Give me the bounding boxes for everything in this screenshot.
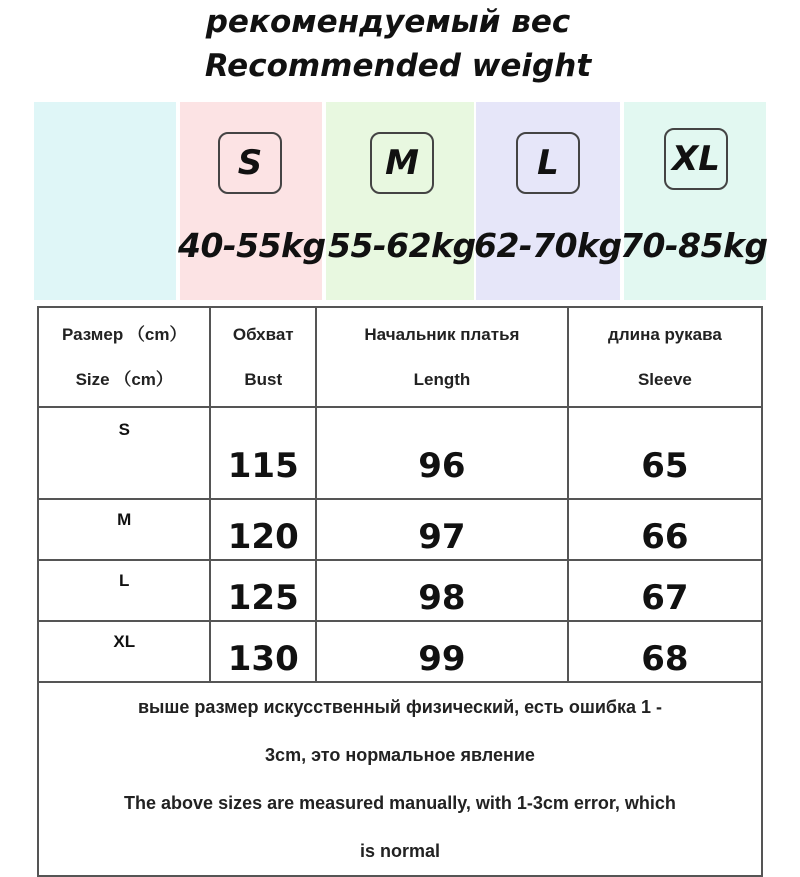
measurement-note <box>38 682 762 876</box>
table-row <box>38 499 762 560</box>
weight-range-l: 62-70kg <box>474 226 622 265</box>
size-badge-l: L <box>516 132 580 194</box>
cell-bust: 120 <box>210 499 316 560</box>
header-length-en: Length <box>413 370 471 389</box>
note-ru-line2: 3cm, это нормальное явление <box>265 745 535 765</box>
header-size-en: Size （cm） <box>75 370 173 389</box>
size-badge-s: S <box>218 132 282 194</box>
cell-length: 98 <box>316 560 568 621</box>
cell-sleeve: 65 <box>568 407 762 499</box>
size-badge-xl: XL <box>664 128 728 190</box>
title-english: Recommended weight <box>204 48 592 84</box>
cell-size: L <box>38 560 210 621</box>
table-header-row <box>38 307 762 407</box>
weight-range-xl: 70-85kg <box>620 226 768 265</box>
cell-bust: 115 <box>210 407 316 499</box>
panel-blank <box>34 102 176 300</box>
header-sleeve-ru: длина рукава <box>608 325 722 344</box>
weight-range-m: 55-62kg <box>328 226 476 265</box>
note-en-line2: is normal <box>359 841 441 861</box>
size-table <box>37 306 763 877</box>
cell-sleeve: 66 <box>568 499 762 560</box>
size-badge-m: M <box>370 132 434 194</box>
title-russian: рекомендуемый вес <box>205 4 571 40</box>
size-table-container <box>34 303 766 861</box>
cell-size: M <box>38 499 210 560</box>
cell-length: 97 <box>316 499 568 560</box>
cell-sleeve: 68 <box>568 621 762 682</box>
table-row <box>38 407 762 499</box>
header-size-ru: Размер （cm） <box>61 325 187 344</box>
table-row <box>38 621 762 682</box>
cell-bust: 125 <box>210 560 316 621</box>
header-bust-ru: Обхват <box>232 325 294 344</box>
header-size <box>38 307 210 407</box>
header-sleeve <box>568 307 762 407</box>
table-row <box>38 560 762 621</box>
header-length-ru: Начальник платья <box>364 325 520 344</box>
header-bust-en: Bust <box>244 370 283 389</box>
header-length <box>316 307 568 407</box>
note-en-line1: The above sizes are measured manually, with 1-3cm error, which <box>124 793 676 813</box>
cell-size: S <box>38 407 210 499</box>
cell-size: XL <box>38 621 210 682</box>
header-sleeve-en: Sleeve <box>637 370 692 389</box>
weight-range-s: 40-55kg <box>178 226 326 265</box>
table-note-row <box>38 682 762 876</box>
cell-sleeve: 67 <box>568 560 762 621</box>
cell-bust: 130 <box>210 621 316 682</box>
cell-length: 99 <box>316 621 568 682</box>
cell-length: 96 <box>316 407 568 499</box>
header-bust <box>210 307 316 407</box>
note-ru-line1: выше размер искусственный физический, есть ошибка 1 - <box>137 697 663 717</box>
